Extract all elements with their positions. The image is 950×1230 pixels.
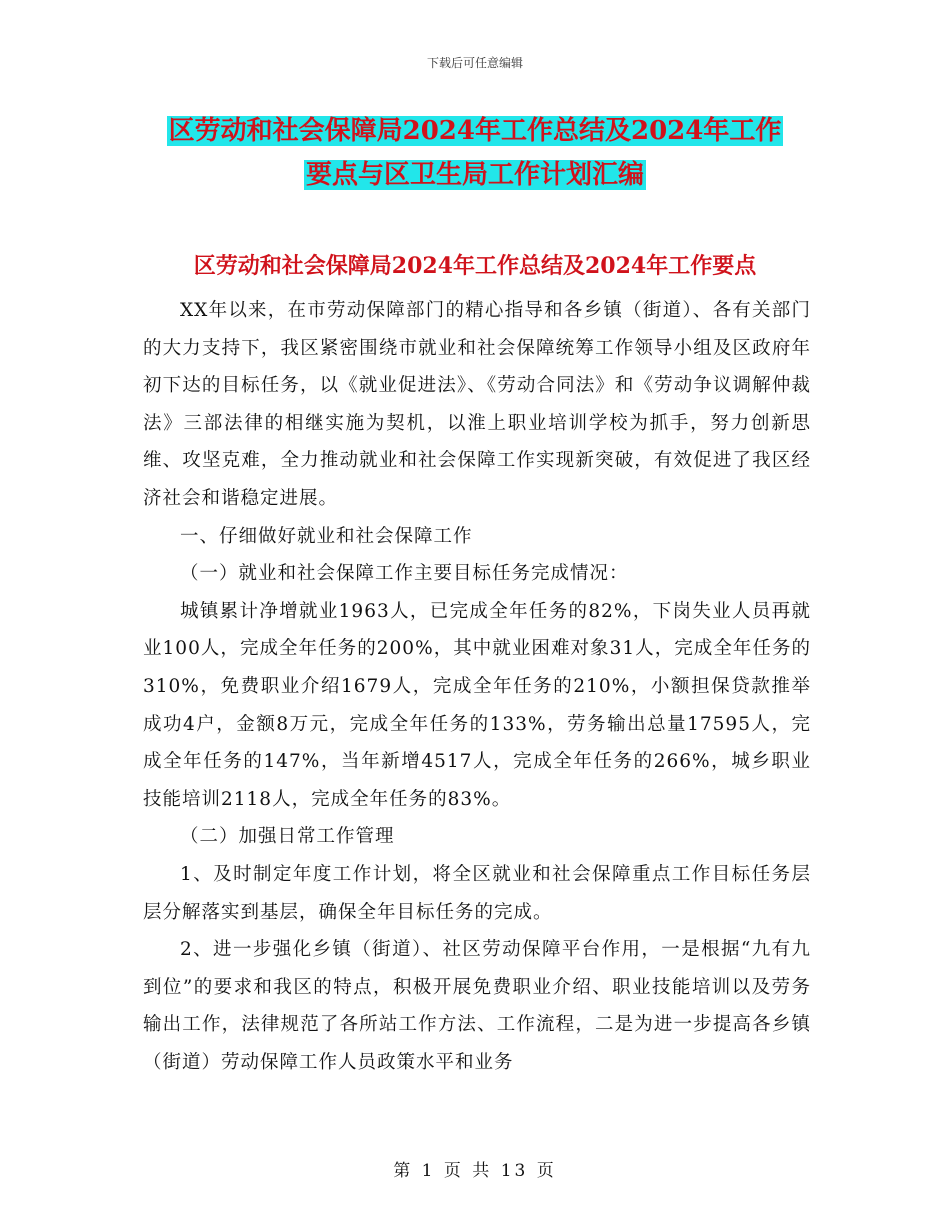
document-title-text-2: 要点与区卫生局工作计划汇编 [305,160,644,190]
paragraph-item-2: 2、进一步强化乡镇（街道）、社区劳动保障平台作用，一是根据“九有九到位”的要求和我区的特点，积极开展免费职业介绍、职业技能培训以及劳务输出工作，法律规范了各所站工作方法、工作流程，二是为进一步提高各乡镇（街道）劳动保障工作人员政策水平和业务 [143,939,811,1073]
page-number-footer: 第 1 页 共 13 页 [393,1161,557,1181]
paragraph-intro: XX年以来，在市劳动保障部门的精心指导和各乡镇（街道）、各有关部门的大力支持下，我区紧密围绕市就业和社会保障统筹工作领导小组及区政府年初下达的目标任务，以《就业促进法》、《劳动合同法》和《劳动争议调解仲裁法》三部法律的相继实施为契机，以淮上职业培训学校为抓手，努力创新思维、攻坚克难，全力推动就业和社会保障工作实现新突破，有效促进了我区经济社会和谐稳定进展。 [143,300,811,509]
header-note: 下载后可任意编辑 [426,56,523,70]
subheading-2: （二）加强日常工作管理 [180,826,395,848]
document-title-text-1: 区劳动和社会保障局2024年工作总结及2024年工作 [168,116,782,146]
heading-part-1: 一、仔细做好就业和社会保障工作 [180,525,473,547]
document-body [143,292,811,1081]
section-title: 区劳动和社会保障局2024年工作总结及2024年工作要点 [193,253,757,279]
subheading-1: （一）就业和社会保障工作主要目标任务完成情况： [180,563,629,585]
document-title-line-1 [0,114,950,148]
paragraph-item-1: 1、及时制定年度工作计划，将全区就业和社会保障重点工作目标任务层层分解落实到基层，确保全年目标任务的完成。 [143,863,811,923]
document-title-line-2 [0,158,950,192]
paragraph-stats: 城镇累计净增就业1963人，已完成全年任务的82%，下岗失业人员再就业100人，完成全年任务的200%，其中就业困难对象31人，完成全年任务的310%，免费职业介绍1679人，完成全年任务的210%，小额担保贷款推举成功4户，金额8万元，完成全年任务的133%，劳务输出总量17595人，完成全年任务的147%，当年新增4517人，完成全年任务的266%，城乡职业技能培训2118人，完成全年任务的83%。 [143,600,811,810]
